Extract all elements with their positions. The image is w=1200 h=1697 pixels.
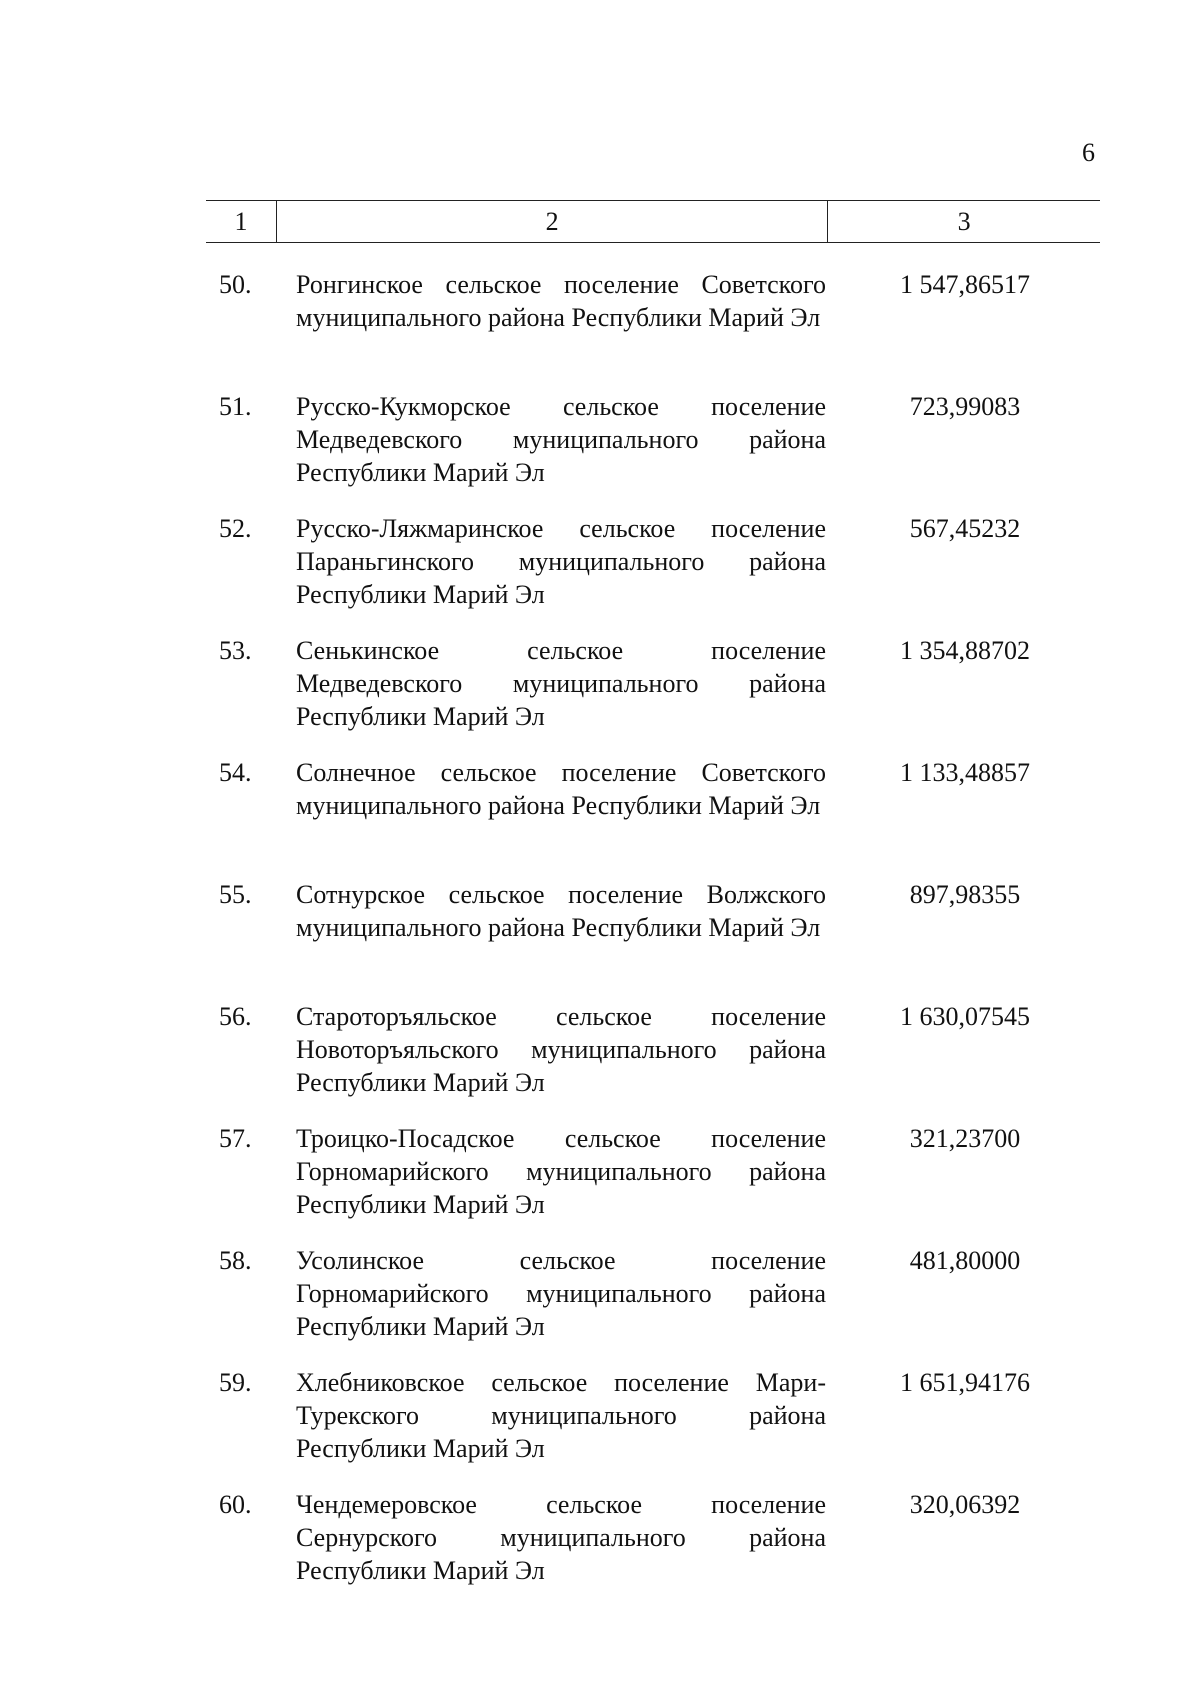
column-header-3: 3 <box>957 207 971 236</box>
settlement-name: Сотнурское сельское поселение Волжского муниципального района Республики Марий Эл <box>296 880 826 942</box>
settlement-value: 1 354,88702 <box>900 636 1030 665</box>
table-row <box>206 756 1100 878</box>
row-number: 55. <box>219 880 252 909</box>
table-row <box>206 1244 1100 1366</box>
settlement-name: Усолинское сельское поселение Горномарийского муниципального района Республики Марий Эл <box>296 1246 826 1341</box>
table-header <box>206 200 1100 243</box>
page-number: 6 <box>1082 138 1095 167</box>
table-row <box>206 390 1100 512</box>
table-row <box>206 1488 1100 1610</box>
settlement-value: 567,45232 <box>909 514 1021 543</box>
row-number: 53. <box>219 636 252 665</box>
settlement-name: Солнечное сельское поселение Советского муниципального района Республики Марий Эл <box>296 758 826 820</box>
table-row <box>206 1000 1100 1122</box>
settlement-value: 481,80000 <box>909 1246 1021 1275</box>
settlement-name: Русско-Ляжмаринское сельское поселение Параньгинского муниципального района Республики Марий Эл <box>296 514 826 609</box>
table-row <box>206 1122 1100 1244</box>
table-row <box>206 1366 1100 1488</box>
table-row <box>206 512 1100 634</box>
row-number: 58. <box>219 1246 252 1275</box>
settlement-name: Сенькинское сельское поселение Медведевского муниципального района Республики Марий Эл <box>296 636 826 731</box>
settlement-name: Чендемеровское сельское поселение Сернурского муниципального района Республики Марий Эл <box>296 1490 826 1585</box>
settlement-value: 1 133,48857 <box>900 758 1030 787</box>
row-number: 57. <box>219 1124 252 1153</box>
table-body <box>206 268 1100 1610</box>
row-number: 60. <box>219 1490 252 1519</box>
row-number: 50. <box>219 270 252 299</box>
settlement-value: 321,23700 <box>909 1124 1021 1153</box>
table-row <box>206 878 1100 1000</box>
settlement-name: Хлебниковское сельское поселение Мари-Турекского муниципального района Республики Марий Эл <box>296 1368 826 1463</box>
settlement-value: 897,98355 <box>909 880 1021 909</box>
row-number: 59. <box>219 1368 252 1397</box>
settlement-name: Староторъяльское сельское поселение Новоторъяльского муниципального района Республики Марий Эл <box>296 1002 826 1097</box>
settlement-value: 1 630,07545 <box>900 1002 1030 1031</box>
row-number: 56. <box>219 1002 252 1031</box>
column-header-1: 1 <box>206 201 277 242</box>
settlement-name: Ронгинское сельское поселение Советского муниципального района Республики Марий Эл <box>296 270 826 332</box>
table-row <box>206 268 1100 390</box>
settlement-name: Русско-Кукморское сельское поселение Медведевского муниципального района Республики Марий Эл <box>296 392 826 487</box>
row-number: 54. <box>219 758 252 787</box>
row-number: 52. <box>219 514 252 543</box>
settlement-value: 1 651,94176 <box>900 1368 1030 1397</box>
settlement-value: 723,99083 <box>909 392 1021 421</box>
settlement-value: 1 547,86517 <box>900 270 1030 299</box>
column-header-2: 2 <box>277 201 828 242</box>
settlement-name: Троицко-Посадское сельское поселение Горномарийского муниципального района Республики Марий Эл <box>296 1124 826 1219</box>
table-row <box>206 634 1100 756</box>
row-number: 51. <box>219 392 252 421</box>
settlement-value: 320,06392 <box>909 1490 1021 1519</box>
